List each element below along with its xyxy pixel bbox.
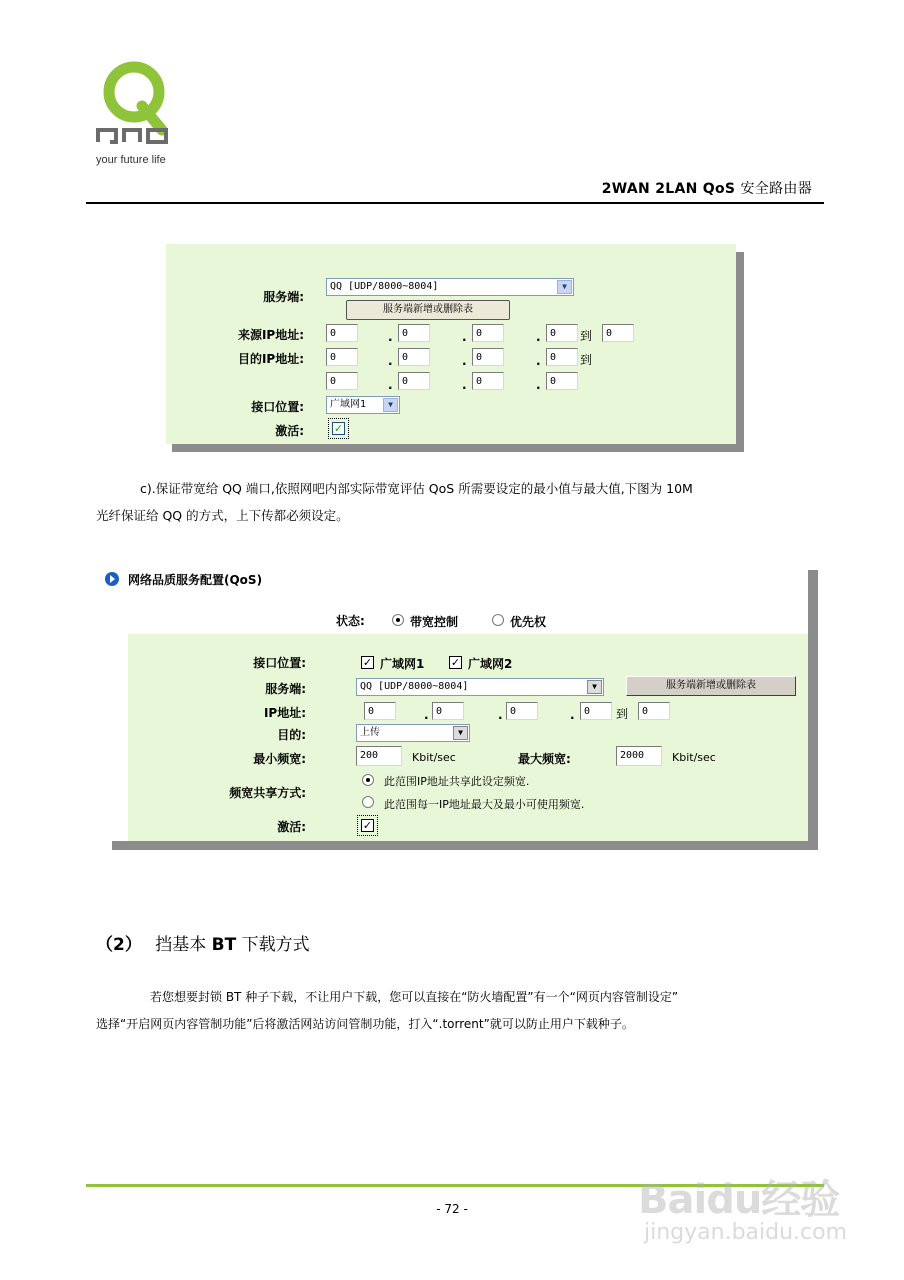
- interface-select-value: 广域网1: [330, 399, 367, 410]
- service-table-button[interactable]: 服务端新增或删除表: [346, 300, 510, 320]
- qos-max-input[interactable]: 2000: [616, 746, 662, 766]
- qos-service-table-button[interactable]: 服务端新增或删除表: [626, 676, 796, 696]
- status-label: 状态:: [336, 614, 365, 628]
- qos-activate-label: 激活:: [277, 820, 306, 834]
- para-bt-line2: 选择“开启网页内容管制功能”后将激活网站访问管制功能，打入“.torrent”就可以防止用户下载种子。: [96, 1017, 634, 1031]
- qos-max-unit: Kbit/sec: [672, 751, 716, 764]
- section-number: （2）: [96, 935, 142, 955]
- dst-ip2-octet-2[interactable]: 0: [398, 372, 430, 390]
- dst-ip-octet-2[interactable]: 0: [398, 348, 430, 366]
- form2-shadow-bottom: [112, 841, 818, 850]
- share-mode-shared-label: 此范围IP地址共享此设定频宽.: [384, 775, 530, 788]
- ip-dot: .: [424, 708, 429, 722]
- src-ip-octet-3[interactable]: 0: [472, 324, 504, 342]
- interface-label: 接口位置:: [251, 400, 304, 414]
- ip-dot: .: [388, 330, 393, 344]
- dst-ip-label: 目的IP地址:: [237, 352, 304, 366]
- para-bt-line1: 若您想要封锁 BT 种子下载，不让用户下载，您可以直接在“防火墙配置”有一个“网页内容管制设定”: [150, 990, 679, 1004]
- qos-interface-label: 接口位置:: [253, 656, 306, 670]
- src-ip-octet-4[interactable]: 0: [546, 324, 578, 342]
- activate-label: 激活:: [275, 424, 304, 438]
- form1-panel: [166, 244, 736, 444]
- form2-shadow-right: [808, 570, 818, 850]
- qos-heading: 网络品质服务配置(QoS): [128, 573, 263, 587]
- wan1-label: 广域网1: [380, 657, 425, 671]
- dst-ip2-octet-1[interactable]: 0: [326, 372, 358, 390]
- document-title: [602, 178, 812, 198]
- qos-ip-octet-1[interactable]: 0: [364, 702, 396, 720]
- qno-logo-graphic: [96, 58, 192, 154]
- logo-tagline: your future life: [96, 154, 166, 166]
- qos-service-label: 服务端:: [265, 682, 306, 696]
- qos-dest-select-value: 上传: [360, 727, 380, 738]
- service-label: 服务端:: [263, 290, 304, 304]
- qos-ip-octet-4[interactable]: 0: [580, 702, 612, 720]
- status-bandwidth-radio[interactable]: [392, 614, 404, 626]
- qos-max-label: 最大频宽:: [518, 752, 571, 766]
- src-ip-label: 来源IP地址:: [237, 328, 304, 342]
- section-title-pre: 挡基本: [155, 935, 212, 955]
- qos-share-label: 频宽共享方式:: [229, 786, 306, 800]
- interface-select[interactable]: [326, 396, 400, 414]
- dst-ip-octet-4[interactable]: 0: [546, 348, 578, 366]
- share-mode-shared-radio[interactable]: [362, 774, 374, 786]
- ip-dot: .: [388, 354, 393, 368]
- ip-dot: .: [536, 354, 541, 368]
- arrow-circle-icon: [104, 571, 120, 587]
- service-select-value: QQ [UDP/8000~8004]: [330, 281, 439, 292]
- baidu-watermark: [634, 1168, 864, 1260]
- ip-dot: .: [536, 378, 541, 392]
- qos-min-unit: Kbit/sec: [412, 751, 456, 764]
- section-heading: [96, 930, 310, 955]
- watermark-brand: Baidu经验: [638, 1177, 840, 1223]
- ip-dot: .: [570, 708, 575, 722]
- qos-service-select-value: QQ [UDP/8000~8004]: [360, 681, 469, 692]
- dst-ip-octet-3[interactable]: 0: [472, 348, 504, 366]
- chevron-down-icon: ▼: [557, 280, 572, 294]
- para-c-line2: 光纤保证给 QQ 的方式，上下传都必须设定。: [96, 508, 349, 523]
- to-label: 到: [580, 353, 593, 367]
- ip-dot: .: [388, 378, 393, 392]
- header-rule: [86, 202, 824, 204]
- ip-dot: .: [536, 330, 541, 344]
- qos-ip-label: IP地址:: [263, 706, 306, 720]
- ip-dot: .: [462, 378, 467, 392]
- to-label: 到: [580, 329, 593, 343]
- status-priority-radio[interactable]: [492, 614, 504, 626]
- chevron-down-icon: ▼: [453, 726, 468, 740]
- ip-dot: .: [462, 354, 467, 368]
- watermark-url: jingyan.baidu.com: [644, 1220, 848, 1245]
- ip-dot: .: [462, 330, 467, 344]
- qos-dest-select[interactable]: [356, 724, 470, 742]
- wan2-label: 广域网2: [468, 657, 513, 671]
- qos-service-select[interactable]: [356, 678, 604, 696]
- qos-dest-label: 目的:: [277, 728, 306, 742]
- activate-checkbox[interactable]: ✓: [333, 422, 344, 435]
- section-title-post: 下载方式: [236, 935, 310, 955]
- share-mode-each-radio[interactable]: [362, 796, 374, 808]
- dst-ip2-octet-4[interactable]: 0: [546, 372, 578, 390]
- qos-to-label: 到: [616, 707, 629, 721]
- status-bandwidth-label: 带宽控制: [410, 615, 459, 629]
- ip-dot: .: [498, 708, 503, 722]
- wan1-checkbox[interactable]: ✓: [362, 656, 373, 669]
- src-ip-octet-2[interactable]: 0: [398, 324, 430, 342]
- para-c-line1: c).保证带宽给 QQ 端口,依照网吧内部实际带宽评估 QoS 所需要设定的最小值与最大值,下图为 10M: [140, 481, 693, 496]
- wan2-checkbox[interactable]: ✓: [450, 656, 461, 669]
- src-ip-end[interactable]: 0: [602, 324, 634, 342]
- status-priority-label: 优先权: [510, 615, 547, 629]
- page-number: - 72 -: [436, 1202, 468, 1216]
- chevron-down-icon: ▼: [383, 398, 398, 412]
- qos-min-input[interactable]: 200: [356, 746, 402, 766]
- chevron-down-icon: ▼: [587, 680, 602, 694]
- dst-ip2-octet-3[interactable]: 0: [472, 372, 504, 390]
- document-title-cn: 安全路由器: [740, 181, 812, 197]
- qos-min-label: 最小频宽:: [253, 752, 306, 766]
- qos-ip-octet-3[interactable]: 0: [506, 702, 538, 720]
- form2-panel: [128, 634, 808, 841]
- qos-ip-octet-2[interactable]: 0: [432, 702, 464, 720]
- document-title-en: 2WAN 2LAN QoS: [601, 181, 736, 197]
- share-mode-each-label: 此范围每一IP地址最大及最小可使用频宽.: [384, 798, 585, 811]
- qos-ip-end[interactable]: 0: [638, 702, 670, 720]
- src-ip-octet-1[interactable]: 0: [326, 324, 358, 342]
- dst-ip-octet-1[interactable]: 0: [326, 348, 358, 366]
- section-title-bold: BT: [211, 935, 237, 955]
- service-select[interactable]: [326, 278, 574, 296]
- qos-activate-checkbox[interactable]: ✓: [362, 819, 373, 832]
- qno-logo: [96, 58, 192, 168]
